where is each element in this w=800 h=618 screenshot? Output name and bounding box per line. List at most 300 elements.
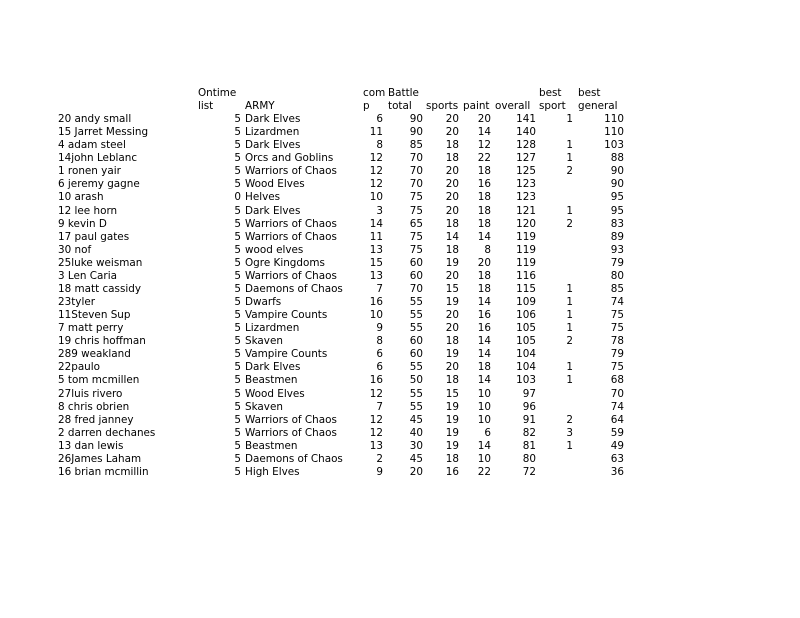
ontime-list: 5	[234, 178, 241, 191]
overall-score: 121	[516, 204, 536, 217]
overall-score: 106	[516, 309, 536, 322]
overall-score: 91	[522, 413, 536, 426]
overall-score: 105	[516, 335, 536, 348]
battle-total: 55	[409, 361, 423, 374]
overall-score: 103	[516, 374, 536, 387]
battle-total: 55	[409, 387, 423, 400]
army-name: Dark Elves	[245, 204, 301, 217]
header-sports: sports	[426, 100, 459, 112]
ontime-list: 5	[234, 165, 241, 178]
player-name: 11Steven Sup	[58, 309, 131, 322]
best-sport: 1	[566, 309, 573, 322]
ontime-list: 5	[234, 322, 241, 335]
comp-score: 7	[376, 282, 383, 295]
player-name: 7 matt perry	[58, 322, 124, 335]
sports-score: 18	[445, 243, 459, 256]
sports-score: 18	[445, 374, 459, 387]
table-row	[0, 152, 800, 165]
paint-score: 14	[477, 335, 491, 348]
battle-total: 45	[409, 413, 423, 426]
battle-total: 90	[409, 126, 423, 139]
header-row-2	[0, 100, 800, 113]
overall-score: 125	[516, 165, 536, 178]
best-sport: 3	[566, 426, 573, 439]
best-general: 63	[610, 452, 624, 465]
player-name: 30 nof	[58, 243, 92, 256]
comp-score: 10	[369, 191, 383, 204]
sports-score: 19	[445, 400, 459, 413]
overall-score: 140	[516, 126, 536, 139]
army-name: Warriors of Chaos	[245, 230, 337, 243]
paint-score: 18	[477, 282, 491, 295]
army-name: Wood Elves	[245, 178, 305, 191]
table-row	[0, 270, 800, 283]
comp-score: 10	[369, 309, 383, 322]
comp-score: 11	[369, 230, 383, 243]
comp-score: 9	[376, 465, 383, 478]
best-sport: 2	[566, 413, 573, 426]
battle-total: 70	[409, 178, 423, 191]
paint-score: 14	[477, 296, 491, 308]
player-name: 23tyler	[58, 296, 95, 308]
paint-score: 14	[477, 348, 491, 361]
ontime-list: 5	[234, 387, 241, 400]
army-name: Beastmen	[245, 439, 298, 452]
overall-score: 104	[516, 361, 536, 374]
battle-total: 55	[409, 400, 423, 413]
paint-score: 18	[477, 165, 491, 178]
table-row	[0, 178, 800, 191]
best-general: 75	[610, 361, 624, 374]
battle-total: 90	[409, 113, 423, 125]
player-name: 8 chris obrien	[58, 400, 130, 413]
header-battle: Battle	[388, 87, 419, 99]
table-row	[0, 388, 800, 401]
ontime-list: 5	[234, 204, 241, 217]
comp-score: 14	[369, 217, 383, 230]
army-name: Warriors of Chaos	[245, 269, 337, 282]
best-general: 88	[610, 152, 624, 165]
comp-score: 7	[376, 400, 383, 413]
battle-total: 70	[409, 282, 423, 295]
best-general: 85	[610, 282, 624, 295]
ontime-list: 5	[234, 230, 241, 243]
player-name: 1 ronen yair	[58, 165, 121, 178]
best-general: 49	[610, 439, 624, 452]
player-name: 9 kevin D	[58, 217, 107, 230]
ontime-list: 5	[234, 243, 241, 256]
player-name: 2 darren dechanes	[58, 426, 156, 439]
battle-total: 60	[409, 256, 423, 269]
best-general: 79	[610, 256, 624, 269]
paint-score: 14	[477, 126, 491, 139]
comp-score: 6	[376, 361, 383, 374]
best-sport: 2	[566, 165, 573, 178]
overall-score: 80	[522, 452, 536, 465]
comp-score: 8	[376, 139, 383, 152]
battle-total: 75	[409, 243, 423, 256]
comp-score: 13	[369, 439, 383, 452]
best-general: 70	[610, 387, 624, 400]
paint-score: 14	[477, 230, 491, 243]
player-name: 20 andy small	[58, 113, 132, 125]
sports-score: 20	[445, 165, 459, 178]
sports-score: 19	[445, 256, 459, 269]
player-name: 16 brian mcmillin	[58, 465, 149, 478]
best-general: 90	[610, 165, 624, 178]
header-best-general: best	[578, 87, 601, 99]
best-sport: 1	[566, 374, 573, 387]
table-row	[0, 126, 800, 139]
best-general: 80	[610, 269, 624, 282]
player-name: 26James Laham	[58, 452, 142, 465]
sports-score: 20	[445, 322, 459, 335]
best-sport: 1	[566, 296, 573, 308]
paint-score: 18	[477, 269, 491, 282]
army-name: Dark Elves	[245, 113, 301, 125]
player-name: 6 jeremy gagne	[58, 178, 140, 191]
comp-score: 12	[369, 387, 383, 400]
ontime-list: 5	[234, 113, 241, 125]
ontime-list: 5	[234, 465, 241, 478]
best-general: 75	[610, 322, 624, 335]
comp-score: 12	[369, 413, 383, 426]
battle-total: 75	[409, 204, 423, 217]
comp-score: 16	[369, 374, 383, 387]
sports-score: 18	[445, 139, 459, 152]
best-general: 90	[610, 178, 624, 191]
army-name: Dark Elves	[245, 139, 301, 152]
comp-score: 13	[369, 243, 383, 256]
sports-score: 15	[445, 282, 459, 295]
table-row	[0, 191, 800, 204]
army-name: Ogre Kingdoms	[245, 256, 325, 269]
best-sport: 1	[566, 113, 573, 125]
battle-total: 20	[409, 465, 423, 478]
table-row	[0, 296, 800, 309]
army-name: Warriors of Chaos	[245, 426, 337, 439]
best-sport: 1	[566, 322, 573, 335]
header-best-general: general	[578, 100, 618, 112]
sports-score: 20	[445, 269, 459, 282]
player-name: 22paulo	[58, 361, 101, 374]
sports-score: 18	[445, 217, 459, 230]
best-sport: 1	[566, 361, 573, 374]
table-row	[0, 283, 800, 296]
overall-score: 128	[516, 139, 536, 152]
army-name: Warriors of Chaos	[245, 413, 337, 426]
battle-total: 60	[409, 269, 423, 282]
sports-score: 18	[445, 152, 459, 165]
comp-score: 11	[369, 126, 383, 139]
paint-score: 10	[477, 387, 491, 400]
player-name: 4 adam steel	[58, 139, 126, 152]
header-ontime: list	[198, 100, 214, 112]
header-row-1	[0, 87, 800, 100]
overall-score: 119	[516, 256, 536, 269]
sports-score: 20	[445, 309, 459, 322]
paint-score: 16	[477, 309, 491, 322]
army-name: Skaven	[245, 335, 283, 348]
comp-score: 12	[369, 178, 383, 191]
table-row	[0, 414, 800, 427]
sports-score: 20	[445, 204, 459, 217]
table-row	[0, 113, 800, 126]
best-general: 103	[604, 139, 624, 152]
player-name: 27luis rivero	[58, 387, 123, 400]
best-sport: 1	[566, 204, 573, 217]
overall-score: 127	[516, 152, 536, 165]
sports-score: 15	[445, 387, 459, 400]
paint-score: 10	[477, 400, 491, 413]
comp-score: 8	[376, 335, 383, 348]
ontime-list: 5	[234, 217, 241, 230]
header-battle: total	[388, 100, 412, 112]
comp-score: 12	[369, 426, 383, 439]
best-general: 79	[610, 348, 624, 361]
ontime-list: 5	[234, 452, 241, 465]
comp-score: 12	[369, 165, 383, 178]
sports-score: 20	[445, 361, 459, 374]
table-row	[0, 440, 800, 453]
table-row	[0, 466, 800, 479]
player-name: 289 weakland	[58, 348, 131, 361]
army-name: Beastmen	[245, 374, 298, 387]
battle-total: 70	[409, 152, 423, 165]
paint-score: 12	[477, 139, 491, 152]
army-name: Helves	[245, 191, 281, 204]
army-name: Daemons of Chaos	[245, 282, 343, 295]
paint-score: 20	[477, 113, 491, 125]
overall-score: 116	[516, 269, 536, 282]
sports-score: 18	[445, 452, 459, 465]
best-sport: 1	[566, 139, 573, 152]
player-name: 12 lee horn	[58, 204, 118, 217]
paint-score: 16	[477, 322, 491, 335]
best-sport: 2	[566, 335, 573, 348]
header-army: ARMY	[245, 100, 275, 112]
ontime-list: 5	[234, 256, 241, 269]
ontime-list: 5	[234, 282, 241, 295]
paint-score: 18	[477, 361, 491, 374]
battle-total: 60	[409, 348, 423, 361]
army-name: Vampire Counts	[245, 309, 328, 322]
army-name: Dwarfs	[245, 296, 282, 308]
army-name: Wood Elves	[245, 387, 305, 400]
army-name: Skaven	[245, 400, 283, 413]
best-sport: 2	[566, 217, 573, 230]
best-general: 110	[604, 113, 624, 125]
comp-score: 3	[376, 204, 383, 217]
battle-total: 30	[409, 439, 423, 452]
ontime-list: 5	[234, 400, 241, 413]
battle-total: 40	[409, 426, 423, 439]
player-name: 5 tom mcmillen	[58, 374, 140, 387]
header-paint: paint	[463, 100, 490, 112]
paint-score: 18	[477, 204, 491, 217]
army-name: High Elves	[245, 465, 300, 478]
table-row	[0, 348, 800, 361]
best-general: 59	[610, 426, 624, 439]
best-sport: 1	[566, 282, 573, 295]
header-comp: p	[363, 100, 370, 112]
overall-score: 141	[516, 113, 536, 125]
battle-total: 55	[409, 322, 423, 335]
best-general: 89	[610, 230, 624, 243]
header-overall: overall	[495, 100, 531, 112]
player-name: 17 paul gates	[58, 230, 130, 243]
paint-score: 6	[484, 426, 491, 439]
battle-total: 60	[409, 335, 423, 348]
army-name: Warriors of Chaos	[245, 217, 337, 230]
best-general: 93	[610, 243, 624, 256]
table-row	[0, 401, 800, 414]
table-row	[0, 218, 800, 231]
best-sport: 1	[566, 439, 573, 452]
player-name: 15 Jarret Messing	[58, 126, 149, 139]
table-row	[0, 427, 800, 440]
best-general: 74	[610, 296, 624, 308]
best-general: 68	[610, 374, 624, 387]
table-row	[0, 309, 800, 322]
army-name: Dark Elves	[245, 361, 301, 374]
player-name: 10 arash	[58, 191, 104, 204]
sports-score: 20	[445, 113, 459, 125]
ontime-list: 5	[234, 139, 241, 152]
battle-total: 75	[409, 191, 423, 204]
overall-score: 120	[516, 217, 536, 230]
header-best-sport: best	[539, 87, 562, 99]
ontime-list: 5	[234, 413, 241, 426]
overall-score: 123	[516, 178, 536, 191]
best-sport: 1	[566, 152, 573, 165]
overall-score: 81	[522, 439, 536, 452]
comp-score: 13	[369, 269, 383, 282]
table-row	[0, 231, 800, 244]
ontime-list: 5	[234, 439, 241, 452]
player-name: 3 Len Caria	[58, 269, 117, 282]
army-name: Orcs and Goblins	[245, 152, 334, 165]
table-row	[0, 335, 800, 348]
player-name: 14john Leblanc	[58, 152, 138, 165]
table-row	[0, 361, 800, 374]
paint-score: 14	[477, 439, 491, 452]
comp-score: 16	[369, 296, 383, 308]
player-name: 19 chris hoffman	[58, 335, 146, 348]
ontime-list: 5	[234, 361, 241, 374]
paint-score: 14	[477, 374, 491, 387]
overall-score: 96	[522, 400, 536, 413]
header-best-sport: sport	[539, 100, 566, 112]
ontime-list: 5	[234, 152, 241, 165]
army-name: Warriors of Chaos	[245, 165, 337, 178]
battle-total: 55	[409, 309, 423, 322]
sports-score: 19	[445, 296, 459, 308]
ontime-list: 5	[234, 335, 241, 348]
battle-total: 50	[409, 374, 423, 387]
battle-total: 45	[409, 452, 423, 465]
sports-score: 14	[445, 230, 459, 243]
battle-total: 85	[409, 139, 423, 152]
overall-score: 115	[516, 282, 536, 295]
ontime-list: 5	[234, 374, 241, 387]
ontime-list: 0	[234, 191, 241, 204]
sports-score: 19	[445, 348, 459, 361]
best-general: 95	[610, 204, 624, 217]
best-general: 36	[610, 465, 624, 478]
overall-score: 97	[522, 387, 536, 400]
player-name: 25luke weisman	[58, 256, 143, 269]
paint-score: 10	[477, 452, 491, 465]
overall-score: 82	[522, 426, 536, 439]
paint-score: 16	[477, 178, 491, 191]
best-general: 83	[610, 217, 624, 230]
paint-score: 10	[477, 413, 491, 426]
battle-total: 65	[409, 217, 423, 230]
comp-score: 6	[376, 113, 383, 125]
table-row	[0, 205, 800, 218]
sports-score: 19	[445, 439, 459, 452]
best-general: 74	[610, 400, 624, 413]
overall-score: 123	[516, 191, 536, 204]
comp-score: 12	[369, 152, 383, 165]
best-general: 64	[610, 413, 624, 426]
paint-score: 22	[477, 152, 491, 165]
comp-score: 6	[376, 348, 383, 361]
ontime-list: 5	[234, 348, 241, 361]
table-row	[0, 139, 800, 152]
overall-score: 105	[516, 322, 536, 335]
sports-score: 20	[445, 191, 459, 204]
best-general: 95	[610, 191, 624, 204]
army-name: Lizardmen	[245, 126, 300, 139]
table-row	[0, 257, 800, 270]
battle-total: 70	[409, 165, 423, 178]
ontime-list: 5	[234, 296, 241, 308]
ontime-list: 5	[234, 309, 241, 322]
army-name: Daemons of Chaos	[245, 452, 343, 465]
header-comp: com	[363, 87, 386, 99]
comp-score: 2	[376, 452, 383, 465]
overall-score: 109	[516, 296, 536, 308]
sports-score: 20	[445, 178, 459, 191]
battle-total: 75	[409, 230, 423, 243]
overall-score: 104	[516, 348, 536, 361]
army-name: Vampire Counts	[245, 348, 328, 361]
overall-score: 72	[522, 465, 536, 478]
ontime-list: 5	[234, 269, 241, 282]
paint-score: 18	[477, 191, 491, 204]
sports-score: 19	[445, 426, 459, 439]
table-row	[0, 322, 800, 335]
paint-score: 8	[484, 243, 491, 256]
comp-score: 9	[376, 322, 383, 335]
player-name: 13 dan lewis	[58, 439, 124, 452]
paint-score: 20	[477, 256, 491, 269]
ontime-list: 5	[234, 426, 241, 439]
player-name: 28 fred janney	[58, 413, 134, 426]
battle-total: 55	[409, 296, 423, 308]
table-row	[0, 244, 800, 257]
overall-score: 119	[516, 230, 536, 243]
paint-score: 22	[477, 465, 491, 478]
army-name: Lizardmen	[245, 322, 300, 335]
sports-score: 19	[445, 413, 459, 426]
best-general: 110	[604, 126, 624, 139]
paint-score: 18	[477, 217, 491, 230]
best-general: 75	[610, 309, 624, 322]
ontime-list: 5	[234, 126, 241, 139]
